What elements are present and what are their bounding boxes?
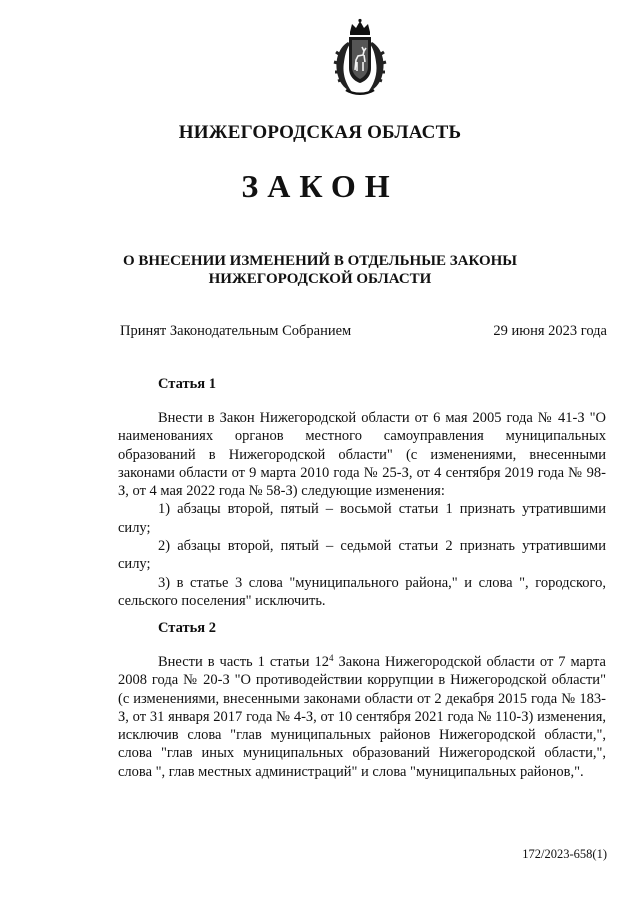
article-1-item: 3) в статье 3 слова "муниципального района," и слова ", городского, сельского поселения" исключить. bbox=[118, 574, 606, 609]
law-subject-line: О ВНЕСЕНИИ ИЗМЕНЕНИЙ В ОТДЕЛЬНЫЕ ЗАКОНЫ bbox=[122, 253, 518, 269]
article-1-item: 1) абзацы второй, пятый – восьмой статьи 1 признать утратившими силу; bbox=[118, 501, 606, 536]
article-2-text-start: Внести в часть 1 статьи 12 bbox=[158, 654, 330, 670]
law-subject-line: НИЖЕГОРОДСКОЙ ОБЛАСТИ bbox=[208, 271, 432, 287]
article-number-superscript: 4 bbox=[329, 653, 334, 663]
article-1-intro: Внести в Закон Нижегородской области от 6 мая 2005 года № 41-З "О наименованиях органов местного самоуправления муниципальных образований в Нижегородской области" (с изменениями, внесенными законами области от 9 марта 2010 года № 25-З, от 4 сентября 2019 года № 98-З, от 4 мая 2022 года № 58-З) следующие изменения: bbox=[118, 410, 606, 500]
adoption-label: Принят Законодательным Собранием bbox=[120, 323, 352, 339]
article-1-body bbox=[118, 409, 606, 610]
article-2-text bbox=[118, 653, 606, 781]
document-type-title: ЗАКОН bbox=[241, 168, 399, 204]
article-2-title: Статья 2 bbox=[158, 620, 216, 636]
region-title: НИЖЕГОРОДСКАЯ ОБЛАСТЬ bbox=[178, 122, 462, 143]
adoption-date: 29 июня 2023 года bbox=[493, 323, 607, 339]
coat-of-arms-icon bbox=[328, 18, 392, 96]
article-1-title: Статья 1 bbox=[158, 376, 216, 392]
document-number: 172/2023-658(1) bbox=[522, 847, 607, 861]
article-1-item: 2) абзацы второй, пятый – седьмой статьи 2 признать утратившими силу; bbox=[118, 538, 606, 573]
article-2-text-end: Закона Нижегородской области от 7 марта 2008 года № 20-З "О противодействии коррупции в Нижегородской области" (с изменениями, внесенными законами области от 2 декабря 2015 года № 183-З, от 31 января 2017 года № 4-З, от 10 сентября 2021 года № 110-З) изменения, исключив слова "глав муниципальных районов Нижегородской области,", слова "глав иных муниципальных образований Нижегородской области,", слова ", глав местных администраций" и слова "муниципальных районов,". bbox=[118, 654, 606, 780]
law-subject-title bbox=[0, 252, 640, 288]
article-2-body bbox=[118, 653, 606, 781]
